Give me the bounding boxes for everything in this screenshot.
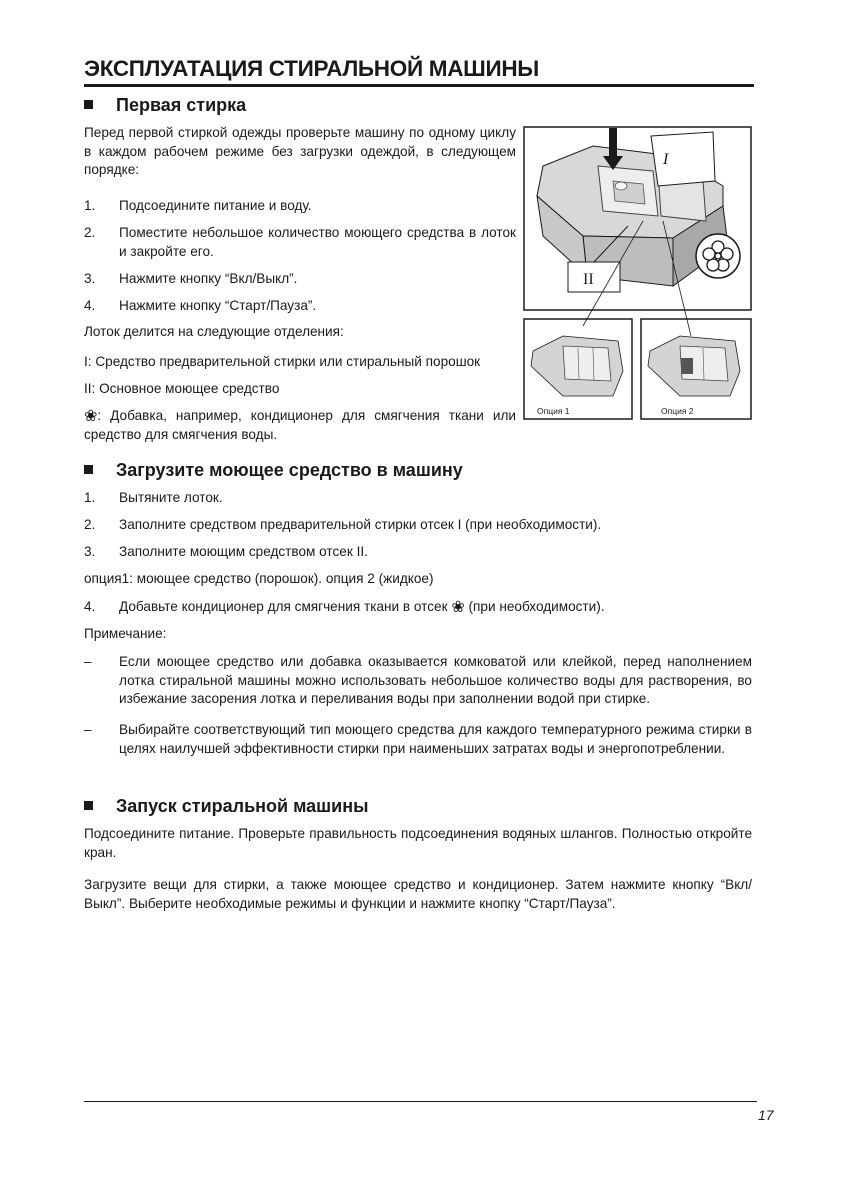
step4-text-a: Добавьте кондиционер для смягчения ткани в отсек	[119, 599, 448, 614]
section-heading-text: Первая стирка	[116, 95, 247, 115]
list-number: 4.	[84, 599, 96, 614]
detergent-tray-illustration	[523, 126, 753, 426]
option-2-caption: Опция 2	[661, 406, 694, 416]
compartment-3-text	[84, 407, 516, 444]
tray-intro: Лоток делится на следующие отделения:	[84, 324, 344, 339]
note-dash: –	[84, 654, 92, 669]
compartment-1-text: I: Средство предварительной стирки или стиральный порошок	[84, 354, 481, 369]
flower-softener-icon: ❀	[451, 599, 465, 616]
list-text: Заполните средством предварительной стирки отсек I (при необходимости).	[119, 517, 602, 532]
compartment-2-text: II: Основное моющее средство	[84, 381, 280, 396]
title-rule	[84, 84, 754, 87]
section-heading-text: Загрузите моющее средство в машину	[116, 460, 463, 480]
intro-paragraph: Перед первой стиркой одежды проверьте машину по одному циклу в каждом рабочем режиме без загрузки одеждой, в следующем порядке:	[84, 125, 516, 177]
page-title: ЭКСПЛУАТАЦИЯ СТИРАЛЬНОЙ МАШИНЫ	[84, 56, 540, 81]
footer-rule	[84, 1101, 757, 1102]
note-text: Выбирайте соответствующий тип моющего средства для каждого температурного режима стирки в целях наилучшей эффективности стирки при наименьших затратах воды и энергопотреблении.	[119, 722, 752, 756]
section-heading-load-detergent	[84, 458, 463, 482]
flower-softener-icon: ❀	[84, 408, 98, 425]
label-compartment-1: I	[663, 151, 669, 168]
list-number: 4.	[84, 298, 96, 313]
section-heading-start-machine	[84, 794, 368, 818]
list-text: Нажмите кнопку “Старт/Пауза”.	[119, 298, 317, 313]
square-bullet-icon	[84, 465, 93, 474]
list-number: 2.	[84, 517, 96, 532]
list-text: Подсоедините питание и воду.	[119, 198, 312, 213]
list-number: 3.	[84, 271, 96, 286]
list-text: Заполните моющим средством отсек II.	[119, 544, 368, 559]
section-heading-text: Запуск стиральной машины	[116, 796, 369, 816]
note-text: Если моющее средство или добавка оказывается комковатой или клейкой, перед наполнением лотка стиральной машины можно использовать небольшое количество воды для растворения, во избежание засорения лотка и переливания воды при заполнении водой при стирке.	[119, 654, 752, 706]
option-1-caption: Опция 1	[537, 406, 570, 416]
list-text: Нажмите кнопку “Вкл/Выкл”.	[119, 271, 298, 286]
square-bullet-icon	[84, 100, 93, 109]
list-number: 3.	[84, 544, 96, 559]
label-compartment-2: II	[583, 271, 594, 288]
list-text: Вытяните лоток.	[119, 490, 223, 505]
section-heading-first-wash	[84, 93, 246, 117]
list-number: 2.	[84, 225, 96, 240]
step4-text-b: (при необходимости).	[468, 599, 605, 614]
compartment-3-desc: : Добавка, например, кондиционер для смягчения ткани или средство для смягчения воды.	[84, 408, 516, 442]
page-number: 17	[758, 1107, 774, 1123]
list-number: 1.	[84, 198, 96, 213]
list-number: 1.	[84, 490, 96, 505]
start-paragraph-2: Загрузите вещи для стирки, а также моющее средство и кондиционер. Затем нажмите кнопку “Вкл/Выкл”. Выберите необходимые режимы и функции и нажмите кнопку “Старт/Пауза”.	[84, 877, 752, 911]
start-paragraph-1: Подсоедините питание. Проверьте правильность подсоединения водяных шлангов. Полностью откройте кран.	[84, 826, 752, 860]
note-dash: –	[84, 722, 92, 737]
note-label: Примечание:	[84, 626, 167, 641]
list-text: Поместите небольшое количество моющего средства в лоток и закройте его.	[119, 225, 516, 259]
options-note: опция1: моющее средство (порошок). опция 2 (жидкое)	[84, 571, 434, 586]
list-text	[119, 598, 752, 617]
square-bullet-icon	[84, 801, 93, 810]
